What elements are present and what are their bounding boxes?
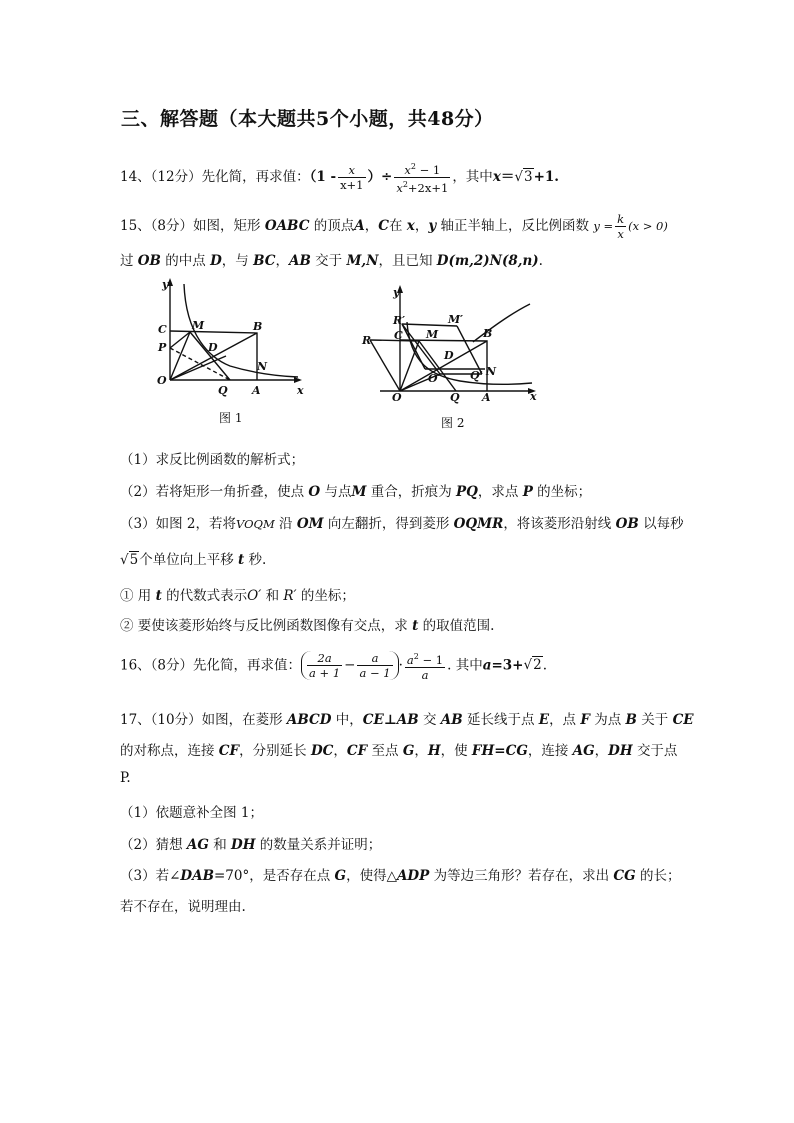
figure-2: [360, 284, 540, 406]
svg-text:M′: M′: [448, 313, 464, 326]
svg-text:D: D: [208, 341, 218, 354]
q17-part-2: （2）猜想 AG 和 DH 的数量关系并证明；: [120, 837, 382, 853]
svg-text:A: A: [482, 391, 491, 404]
q17-part-1: （1）依题意补全图 1；: [120, 805, 263, 821]
svg-text:O: O: [392, 391, 402, 404]
q15-part-3: （3）如图 2，若将VOQM 沿 OM 向左翻折，得到菱形 OQMR，将该菱形沿射线 OB 以每秒: [120, 516, 684, 532]
svg-text:B: B: [483, 327, 493, 340]
svg-text:Q: Q: [450, 391, 460, 404]
q15-part-3-line-2: √5个单位向上平移 t 秒.: [120, 552, 267, 568]
figure-1-caption: 图 1: [219, 411, 243, 425]
q15-part-2: （2）若将矩形一角折叠，使点 O 与点M 重合，折痕为 PQ，求点 P 的坐标；: [120, 484, 592, 500]
question-15-line-2: 过 OB 的中点 D，与 BC，AB 交于 M,N，且已知 D(m,2)N(8,n).: [120, 253, 543, 269]
svg-text:Q′: Q′: [470, 369, 483, 382]
svg-text:O: O: [157, 374, 167, 387]
figure-1: [150, 276, 310, 398]
sqrt-3: √3: [514, 168, 533, 185]
q14-fraction-2: $\frac{x^2 - 1}{x^2+2x+1}$: [396, 162, 449, 195]
sqrt-5: √5: [120, 552, 139, 568]
svg-text:y: y: [393, 286, 400, 299]
svg-text:y: y: [162, 278, 169, 291]
question-17-line-1: 17、（10分）如图，在菱形 ABCD 中，CE⊥AB 交 AB 延长线于点 E，点 F 为点 B 关于 CE: [120, 712, 694, 728]
question-17-line-3: P.: [120, 770, 131, 786]
svg-text:R′: R′: [393, 314, 406, 327]
question-16: 16、（8分）先化简，再求值： $\frac{2a}{a + 1}$ − $\frac{a}{a - 1}$ · $\frac{a^2 - 1}{a}$ . 其中a=3+√2.: [120, 651, 547, 682]
section-title: 三、解答题（本大题共5个小题，共48分）: [121, 108, 494, 130]
q17-part-3-line-2: 若不存在，说明理由.: [120, 899, 246, 915]
svg-text:C: C: [158, 323, 167, 336]
svg-text:M: M: [426, 328, 439, 341]
question-17-line-2: 的对称点，连接 CF，分别延长 DC，CF 至点 G，H，使 FH=CG，连接 AG，DH 交于点: [120, 743, 678, 759]
svg-text:Q: Q: [218, 384, 228, 397]
q17-part-3: （3）若∠DAB=70°，是否存在点 G，使得△ADP 为等边三角形？若存在，求出 CG 的长；: [120, 868, 681, 884]
svg-text:x: x: [530, 390, 537, 403]
q15-part-1: （1）求反比例函数的解析式；: [120, 452, 305, 468]
svg-text:A: A: [252, 384, 261, 397]
q16-fraction-3: $\frac{a^2 - 1}{a}$: [406, 652, 444, 682]
question-15-line-1: 15、（8分）如图，矩形 OABC 的顶点A，C在 x，y 轴正半轴上，反比例函数 y = $\frac{k}{x}$ (x > 0): [120, 212, 668, 241]
fig2-curve-upper: [473, 304, 530, 342]
svg-text:P: P: [158, 341, 167, 354]
svg-text:B: B: [253, 320, 263, 333]
q15-sub-1: ① 用 t 的代数式表示O′ 和 R′ 的坐标；: [120, 588, 355, 604]
svg-text:x: x: [297, 384, 304, 397]
svg-text:D: D: [444, 349, 454, 362]
svg-text:O′: O′: [428, 372, 441, 385]
question-14: 14、（12分）先化简，再求值：（1 - $\frac{x}{x+1}$ ）÷ $\frac{x^2 - 1}{x^2+2x+1}$ ，其中x＝√3+1.: [120, 162, 559, 195]
sqrt-2: √2: [523, 657, 542, 674]
q15-function-fraction: $\frac{k}{x}$: [617, 212, 625, 241]
q15-sub-2: ② 要使该菱形始终与反比例函数图像有交点，求 t 的取值范围.: [120, 618, 495, 634]
svg-text:R: R: [362, 334, 372, 347]
svg-text:N: N: [257, 360, 268, 373]
svg-text:M: M: [192, 319, 205, 332]
q14-fraction-1: $\frac{x}{x+1}$: [340, 162, 364, 192]
svg-text:N: N: [486, 365, 497, 378]
q16-parenthesis: $\frac{2a}{a + 1}$ − $\frac{a}{a - 1}$: [301, 651, 399, 680]
figure-2-caption: 图 2: [441, 416, 465, 430]
svg-text:C: C: [394, 329, 403, 342]
